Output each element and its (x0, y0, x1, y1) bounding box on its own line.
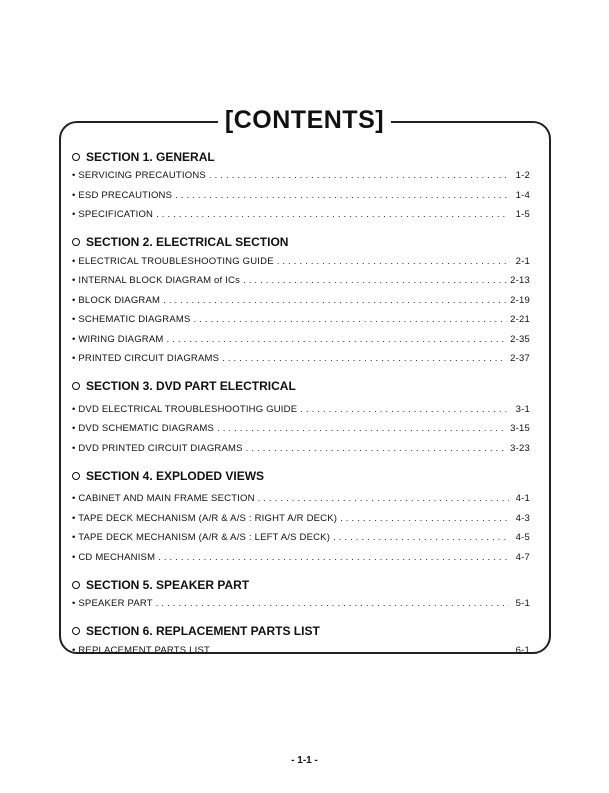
section-4 (72, 466, 530, 567)
contents-list (72, 147, 530, 660)
toc-entry-page: 4-3 (515, 512, 530, 524)
toc-entry-page: 2-35 (510, 333, 530, 345)
section-6 (72, 622, 530, 661)
toc-entry-label: • DVD PRINTED CIRCUIT DIAGRAMS (72, 442, 243, 454)
section-heading (72, 377, 530, 396)
dot-leader (156, 594, 509, 614)
section-heading (72, 466, 530, 485)
dot-leader (277, 252, 509, 272)
toc-entry[interactable] (72, 330, 530, 350)
toc-entry[interactable] (72, 271, 530, 291)
toc-entry[interactable] (72, 400, 530, 420)
page-title: [CONTENTS] (0, 105, 609, 135)
dot-leader (243, 271, 507, 291)
toc-entry-label: • BLOCK DIAGRAM (72, 294, 161, 306)
dot-leader (340, 509, 509, 529)
toc-entry[interactable] (72, 509, 530, 529)
toc-entry-label: • TAPE DECK MECHANISM (A/R & A/S : LEFT A/S DECK) (72, 532, 331, 543)
section-5 (72, 575, 530, 614)
dot-leader (158, 548, 509, 568)
toc-entry-page: 2-19 (510, 294, 530, 306)
page-number: - 1-1 - (291, 755, 318, 766)
toc-entry-label: • ESD PRECAUTIONS (72, 189, 173, 201)
toc-entry-label: • CABINET AND MAIN FRAME SECTION (72, 493, 255, 504)
dot-leader (163, 291, 507, 311)
dot-leader (300, 400, 509, 420)
dot-leader (333, 528, 509, 548)
toc-entry-page: 1-2 (515, 170, 530, 181)
toc-entry-page: 3-23 (510, 442, 530, 454)
toc-entry-page: 4-7 (515, 551, 530, 563)
toc-entry-label: • SPEAKER PART (72, 598, 153, 609)
section-heading-text: SECTION 4. EXPLODED VIEWS (86, 468, 265, 483)
toc-entry[interactable] (72, 528, 530, 548)
toc-entry-label: • DVD ELECTRICAL TROUBLESHOOTIHG GUIDE (72, 403, 298, 415)
circle-bullet-icon (72, 382, 80, 390)
dot-leader (222, 349, 507, 369)
dot-leader (213, 641, 509, 661)
circle-bullet-icon (72, 153, 80, 161)
dot-leader (209, 166, 509, 186)
toc-entry-label: • ELECTRICAL TROUBLESHOOTING GUIDE (72, 255, 274, 267)
toc-entry-label: • TAPE DECK MECHANISM (A/R & A/S : RIGHT A/R DECK) (72, 512, 338, 524)
toc-entry-label: • SCHEMATIC DIAGRAMS (72, 314, 191, 325)
toc-entry[interactable] (72, 641, 530, 661)
toc-entry[interactable] (72, 594, 530, 614)
toc-entry-page: 5-1 (515, 598, 530, 609)
toc-entry[interactable] (72, 310, 530, 330)
section-1 (72, 147, 530, 225)
toc-entry-label: • WIRING DIAGRAM (72, 333, 164, 345)
section-heading-text: SECTION 5. SPEAKER PART (86, 577, 250, 592)
toc-entry-page: 3-15 (510, 423, 530, 434)
section-3 (72, 377, 530, 459)
circle-bullet-icon (72, 472, 80, 480)
toc-entry-label: • SPECIFICATION (72, 209, 154, 220)
circle-bullet-icon (72, 627, 80, 635)
section-heading-text: SECTION 2. ELECTRICAL SECTION (86, 235, 289, 249)
section-heading (72, 575, 530, 594)
toc-entry[interactable] (72, 349, 530, 369)
toc-entry-label: • DVD SCHEMATIC DIAGRAMS (72, 423, 215, 434)
toc-entry-page: 1-5 (515, 209, 530, 220)
circle-bullet-icon (72, 581, 80, 589)
toc-entry-page: 1-4 (515, 189, 530, 201)
toc-entry-page: 6-1 (515, 644, 530, 656)
toc-entry-page: 2-1 (515, 255, 530, 267)
section-heading-text: SECTION 3. DVD PART ELECTRICAL (86, 379, 296, 393)
toc-entry[interactable] (72, 205, 530, 225)
toc-entry-label: • REPLACEMENT PARTS LIST (72, 644, 210, 656)
toc-entry-page: 2-13 (510, 275, 530, 286)
dot-leader (167, 330, 508, 350)
section-heading (72, 147, 530, 166)
toc-entry[interactable] (72, 186, 530, 206)
toc-entry-label: • CD MECHANISM (72, 551, 156, 563)
toc-entry[interactable] (72, 489, 530, 509)
dot-leader (217, 419, 507, 439)
dot-leader (246, 439, 508, 459)
toc-entry[interactable] (72, 419, 530, 439)
toc-entry[interactable] (72, 548, 530, 568)
section-2 (72, 233, 530, 369)
toc-entry-page: 2-37 (510, 353, 530, 364)
toc-entry[interactable] (72, 291, 530, 311)
section-heading-text: SECTION 6. REPLACEMENT PARTS LIST (86, 624, 320, 638)
dot-leader (194, 310, 508, 330)
section-heading-text: SECTION 1. GENERAL (86, 149, 215, 164)
toc-entry-page: 4-1 (515, 493, 530, 504)
dot-leader (258, 489, 509, 509)
toc-entry-page: 4-5 (515, 532, 530, 543)
toc-entry[interactable] (72, 439, 530, 459)
dot-leader (175, 186, 509, 206)
toc-entry-label: • PRINTED CIRCUIT DIAGRAMS (72, 353, 220, 364)
toc-entry[interactable] (72, 252, 530, 272)
toc-entry-page: 2-21 (510, 314, 530, 325)
toc-entry[interactable] (72, 166, 530, 186)
toc-entry-label: • SERVICING PRECAUTIONS (72, 170, 206, 181)
section-heading (72, 233, 530, 252)
toc-entry-label: • INTERNAL BLOCK DIAGRAM of ICs (72, 275, 241, 286)
toc-entry-page: 3-1 (515, 403, 530, 415)
section-heading (72, 622, 530, 641)
circle-bullet-icon (72, 238, 80, 246)
dot-leader (156, 205, 509, 225)
